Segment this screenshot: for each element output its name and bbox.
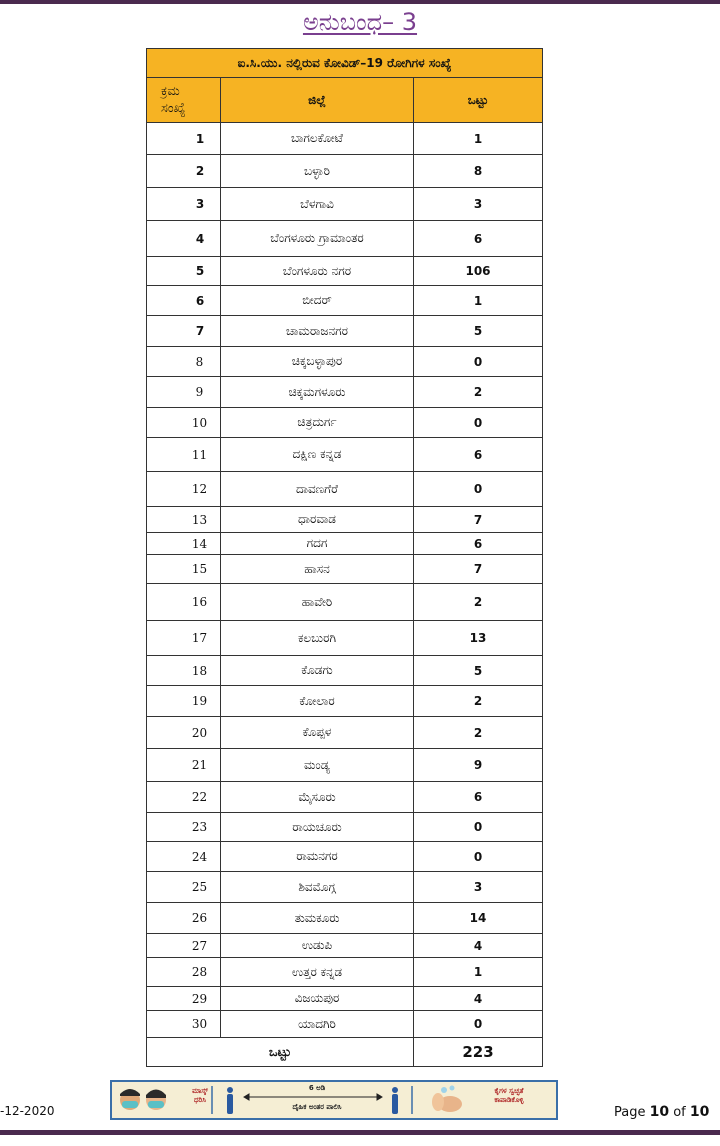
serial-cell: 29	[147, 987, 221, 1011]
count-cell: 0	[414, 347, 543, 377]
mask-text	[188, 1087, 212, 1105]
table-row	[147, 842, 543, 872]
table-row	[147, 438, 543, 472]
count-cell: 0	[414, 472, 543, 507]
district-cell: ಚಿಕ್ಕಬಳ್ಳಾಪುರ	[221, 347, 414, 377]
table-row	[147, 813, 543, 842]
page-heading: ಅನುಬಂಧ– 3	[302, 8, 418, 36]
district-cell: ಉಡುಪಿ	[221, 934, 414, 958]
count-cell: 0	[414, 813, 543, 842]
serial-cell: 6	[147, 286, 221, 316]
serial-cell: 20	[147, 717, 221, 749]
district-cell: ಹಾಸನ	[221, 555, 414, 584]
serial-cell: 27	[147, 934, 221, 958]
serial-cell: 2	[147, 155, 221, 188]
mask-text-line1: ಮಾಸ್ಕ್	[192, 1087, 208, 1095]
district-cell: ಬಾಗಲಕೋಟೆ	[221, 123, 414, 155]
table-row	[147, 123, 543, 155]
district-cell: ದಾವಣಗೆರೆ	[221, 472, 414, 507]
serial-cell: 19	[147, 686, 221, 717]
count-cell: 6	[414, 438, 543, 472]
total-label: ಒಟ್ಟು	[147, 1038, 414, 1067]
count-cell: 106	[414, 257, 543, 286]
hygiene-text	[474, 1087, 544, 1105]
district-cell: ಯಾದಗಿರಿ	[221, 1011, 414, 1038]
footer-date: -12-2020	[0, 1104, 55, 1118]
district-cell: ತುಮಕೂರು	[221, 903, 414, 934]
serial-cell: 10	[147, 408, 221, 438]
serial-cell: 11	[147, 438, 221, 472]
person-left-icon	[227, 1087, 233, 1114]
table-row	[147, 958, 543, 987]
count-cell: 1	[414, 286, 543, 316]
bottom-border	[0, 1130, 720, 1135]
hygiene-text-line2: ಕಾಪಾಡಿಕೊಳ್ಳಿ	[494, 1096, 524, 1104]
column-header-district: ಜಿಲ್ಲೆ	[221, 78, 414, 123]
district-cell: ಬೀದರ್	[221, 286, 414, 316]
serial-cell: 4	[147, 221, 221, 257]
serial-cell: 3	[147, 188, 221, 221]
district-cell: ದಕ್ಷಿಣ ಕನ್ನಡ	[221, 438, 414, 472]
district-cell: ಮಂಡ್ಯ	[221, 749, 414, 782]
table-row	[147, 656, 543, 686]
distance-text: ದೈಹಿಕ ಅಂತರ ಪಾಲಿಸಿ	[292, 1103, 342, 1111]
table-row	[147, 934, 543, 958]
count-cell: 9	[414, 749, 543, 782]
serial-cell: 18	[147, 656, 221, 686]
count-cell: 4	[414, 987, 543, 1011]
district-cell: ಧಾರವಾಡ	[221, 507, 414, 533]
table-row	[147, 717, 543, 749]
table-row	[147, 872, 543, 903]
district-cell: ಮೈಸೂರು	[221, 782, 414, 813]
page-current: 10	[649, 1104, 670, 1120]
top-border	[0, 0, 720, 4]
district-cell: ಗದಗ	[221, 533, 414, 555]
page-total: 10	[689, 1104, 710, 1120]
district-cell: ಕೋಲಾರ	[221, 686, 414, 717]
table-row	[147, 621, 543, 656]
district-cell: ಚಾಮರಾಜನಗರ	[221, 316, 414, 347]
table-row	[147, 749, 543, 782]
serial-cell: 23	[147, 813, 221, 842]
table-row	[147, 584, 543, 621]
masked-faces-icon	[120, 1089, 166, 1110]
serial-cell: 5	[147, 257, 221, 286]
district-cell: ಶಿವಮೊಗ್ಗ	[221, 872, 414, 903]
page-prefix: Page	[614, 1105, 650, 1120]
table-row	[147, 221, 543, 257]
serial-cell: 25	[147, 872, 221, 903]
table-row	[147, 533, 543, 555]
count-cell: 7	[414, 555, 543, 584]
district-cell: ಬಳ್ಳಾರಿ	[221, 155, 414, 188]
count-cell: 1	[414, 958, 543, 987]
count-cell: 13	[414, 621, 543, 656]
district-cell: ಕಲಬುರಗಿ	[221, 621, 414, 656]
serial-cell: 17	[147, 621, 221, 656]
serial-header-line1: ಕ್ರಮ	[161, 84, 180, 99]
count-cell: 3	[414, 188, 543, 221]
table-row	[147, 686, 543, 717]
table-title: ಐ.ಸಿ.ಯು. ನಲ್ಲಿರುವ ಕೋವಿಡ್–19 ರೋಗಿಗಳ ಸಂಖ್ಯೆ	[147, 49, 543, 78]
serial-cell: 30	[147, 1011, 221, 1038]
serial-cell: 7	[147, 316, 221, 347]
count-cell: 7	[414, 507, 543, 533]
table-header-row	[147, 78, 543, 123]
district-cell: ರಾಮನಗರ	[221, 842, 414, 872]
district-cell: ಬೆಳಗಾವಿ	[221, 188, 414, 221]
count-cell: 6	[414, 782, 543, 813]
serial-cell: 9	[147, 377, 221, 408]
table-title-row	[147, 49, 543, 78]
count-cell: 5	[414, 656, 543, 686]
table-body	[147, 123, 543, 1038]
count-cell: 14	[414, 903, 543, 934]
serial-cell: 12	[147, 472, 221, 507]
table-row	[147, 188, 543, 221]
count-cell: 6	[414, 221, 543, 257]
table-row	[147, 316, 543, 347]
serial-cell: 28	[147, 958, 221, 987]
distance-arrow-icon	[244, 1094, 382, 1100]
count-cell: 4	[414, 934, 543, 958]
count-cell: 2	[414, 686, 543, 717]
total-value: 223	[414, 1038, 543, 1067]
table-row	[147, 903, 543, 934]
district-cell: ಚಿತ್ರದುರ್ಗ	[221, 408, 414, 438]
icu-patients-table	[146, 48, 543, 1067]
district-cell: ರಾಯಚೂರು	[221, 813, 414, 842]
count-cell: 0	[414, 842, 543, 872]
column-header-serial	[147, 78, 221, 123]
district-cell: ಬೆಂಗಳೂರು ಗ್ರಾಮಾಂತರ	[221, 221, 414, 257]
serial-cell: 26	[147, 903, 221, 934]
serial-cell: 14	[147, 533, 221, 555]
table-row	[147, 347, 543, 377]
serial-cell: 22	[147, 782, 221, 813]
serial-cell: 21	[147, 749, 221, 782]
distance-label: 6 ಅಡಿ	[308, 1084, 326, 1092]
table-row	[147, 987, 543, 1011]
mask-text-line2: ಧರಿಸಿ	[194, 1096, 206, 1104]
table-row	[147, 257, 543, 286]
count-cell: 2	[414, 717, 543, 749]
serial-cell: 15	[147, 555, 221, 584]
hand-wash-icon	[432, 1086, 462, 1113]
district-cell: ಉತ್ತರ ಕನ್ನಡ	[221, 958, 414, 987]
count-cell: 8	[414, 155, 543, 188]
serial-cell: 1	[147, 123, 221, 155]
total-row	[147, 1038, 543, 1067]
table-row	[147, 377, 543, 408]
district-cell: ಬೆಂಗಳೂರು ನಗರ	[221, 257, 414, 286]
count-cell: 2	[414, 584, 543, 621]
column-header-total: ಒಟ್ಟು	[414, 78, 543, 123]
count-cell: 1	[414, 123, 543, 155]
hygiene-text-line1: ಕೈಗಳ ಸ್ವಚ್ಛತೆ	[494, 1087, 524, 1095]
serial-cell: 13	[147, 507, 221, 533]
district-cell: ಚಿಕ್ಕಮಗಳೂರು	[221, 377, 414, 408]
covid-safety-banner	[110, 1080, 558, 1120]
count-cell: 6	[414, 533, 543, 555]
district-cell: ಕೊಪ್ಪಳ	[221, 717, 414, 749]
person-right-icon	[392, 1087, 398, 1114]
serial-cell: 24	[147, 842, 221, 872]
table-row	[147, 507, 543, 533]
district-cell: ಕೊಡಗು	[221, 656, 414, 686]
table-row	[147, 1011, 543, 1038]
table-row	[147, 555, 543, 584]
table-row	[147, 472, 543, 507]
serial-cell: 16	[147, 584, 221, 621]
count-cell: 0	[414, 408, 543, 438]
table-row	[147, 286, 543, 316]
table-row	[147, 408, 543, 438]
count-cell: 5	[414, 316, 543, 347]
serial-cell: 8	[147, 347, 221, 377]
count-cell: 0	[414, 1011, 543, 1038]
table-row	[147, 782, 543, 813]
page-indicator	[614, 1104, 709, 1120]
district-cell: ವಿಜಯಪುರ	[221, 987, 414, 1011]
district-cell: ಹಾವೇರಿ	[221, 584, 414, 621]
page-of: of	[669, 1105, 690, 1120]
count-cell: 3	[414, 872, 543, 903]
count-cell: 2	[414, 377, 543, 408]
serial-header-line2: ಸಂಖ್ಯೆ	[161, 101, 186, 116]
table-row	[147, 155, 543, 188]
